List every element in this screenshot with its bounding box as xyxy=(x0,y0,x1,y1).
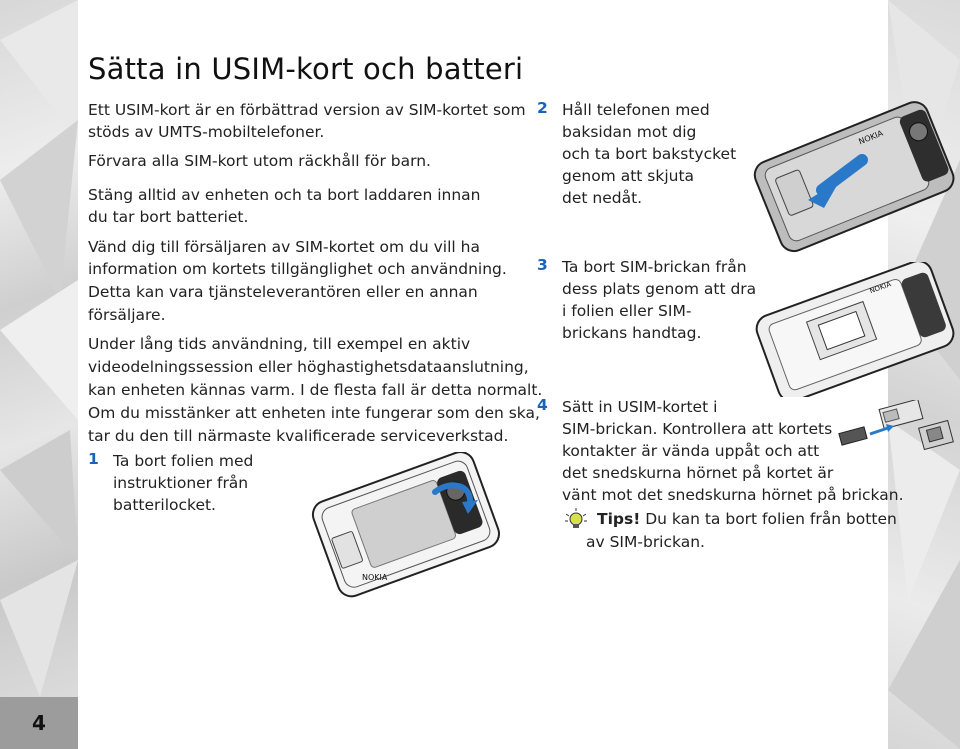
intro-line-1: Ett USIM-kort är en förbättrad version av SIM-kortet som xyxy=(88,101,526,119)
step-1-line-3: batterilocket. xyxy=(113,496,216,514)
decorative-facets xyxy=(0,0,78,697)
warm-line-3: kan enheten kännas varm. I de flesta fall är detta normalt. xyxy=(88,381,543,399)
step-4-line-3: kontakter är vända uppåt och att xyxy=(562,442,820,460)
step-2-line-5: det nedåt. xyxy=(562,189,643,207)
retailer-line-1: Vänd dig till försäljaren av SIM-kortet om du vill ha xyxy=(88,238,480,256)
step-3-line-3: i folien eller SIM- xyxy=(562,302,692,320)
retailer-line-3: Detta kan vara tjänsteleverantören eller en annan xyxy=(88,283,478,301)
retailer-line-2: information om kortets tillgänglighet och användning. xyxy=(88,260,507,278)
page-number: 4 xyxy=(0,697,78,749)
tip-line-2: av SIM-brickan. xyxy=(586,533,705,551)
warm-line-1: Under lång tids användning, till exempel en aktiv xyxy=(88,335,471,353)
warm-line-4: Om du misstänker att enheten inte fungerar som den ska, xyxy=(88,404,540,422)
storage-line-1: Förvara alla SIM-kort utom räckhåll för barn. xyxy=(88,152,431,170)
left-margin-band xyxy=(0,0,78,749)
nokia-logo-text: NOKIA xyxy=(362,573,388,582)
step-4-line-1: Sätt in USIM-kortet i xyxy=(562,398,718,416)
step-3-line-4: brickans handtag. xyxy=(562,324,702,342)
tip-text: Du kan ta bort folien från botten xyxy=(640,510,897,528)
step-2-line-3: och ta bort bakstycket xyxy=(562,145,737,163)
storage-line-2: Stäng alltid av enheten och ta bort laddaren innan xyxy=(88,186,481,204)
step-4-number: 4 xyxy=(537,396,548,414)
nokia-logo-text: NOKIA xyxy=(868,280,893,296)
step-3-line-2: dess plats genom att dra xyxy=(562,280,757,298)
step-1-number: 1 xyxy=(88,450,99,468)
warm-line-5: tar du den till närmaste kvalificerade serviceverkstad. xyxy=(88,427,509,445)
storage-line-3: du tar bort batteriet. xyxy=(88,208,249,226)
warm-line-2: videodelningssession eller höghastighetsdataanslutning, xyxy=(88,358,529,376)
step-1-line-1: Ta bort folien med xyxy=(113,452,254,470)
sim-card-illustration xyxy=(836,400,956,460)
step-4-line-4: det snedskurna hörnet på kortet är xyxy=(562,464,834,482)
step-4-line-2: SIM-brickan. Kontrollera att kortets xyxy=(562,420,833,438)
page-title: Sätta in USIM-kort och batteri xyxy=(88,52,524,86)
step-4-line-5: vänt mot det snedskurna hörnet på brickan. xyxy=(562,486,904,504)
lightbulb-icon xyxy=(562,506,590,532)
step-3-number: 3 xyxy=(537,256,548,274)
nokia-logo-text: NOKIA xyxy=(857,128,885,147)
tip-label: Tips! xyxy=(597,510,641,528)
sim-tray-illustration xyxy=(752,262,957,397)
phone-foil-illustration xyxy=(300,452,515,602)
step-2-line-2: baksidan mot dig xyxy=(562,123,697,141)
retailer-line-4: försäljare. xyxy=(88,306,166,324)
step-1-line-2: instruktioner från xyxy=(113,474,249,492)
tip-line-1 xyxy=(597,508,897,530)
step-2-line-4: genom att skjuta xyxy=(562,167,695,185)
step-3-line-1: Ta bort SIM-brickan från xyxy=(562,258,747,276)
step-2-number: 2 xyxy=(537,99,548,117)
intro-line-2: stöds av UMTS-mobiltelefoner. xyxy=(88,123,325,141)
step-2-line-1: Håll telefonen med xyxy=(562,101,710,119)
phone-backcover-illustration xyxy=(752,100,957,255)
